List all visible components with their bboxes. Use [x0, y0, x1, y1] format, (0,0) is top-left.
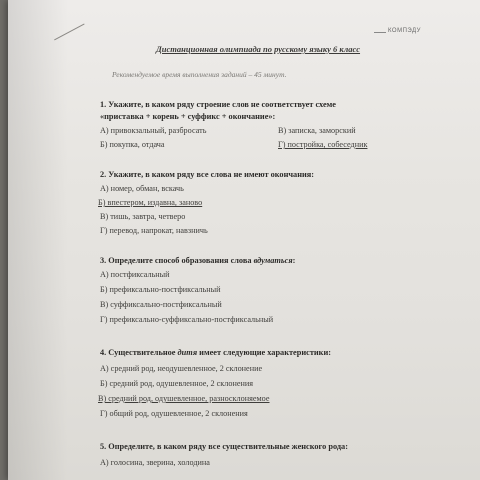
- q4-option-v: В) средний род, одушевленное, разносклоняемое: [98, 394, 270, 403]
- worksheet-page: [8, 0, 480, 480]
- q2-option-g: Г) перевод, напрокат, навзничь: [100, 226, 208, 235]
- pencil-mark: [49, 15, 84, 41]
- q4-option-b: Б) средний род, одушевленное, 2 склонения: [100, 379, 253, 388]
- question-1-text-cont: «приставка + корень + суффикс + окончание»:: [100, 112, 276, 121]
- question-2-text: 2. Укажите, в каком ряду все слова не имеют окончания:: [100, 170, 315, 179]
- q1-option-a: А) привокзальный, разбросать: [100, 126, 207, 135]
- q2-option-a: А) номер, обман, вскачь: [100, 184, 184, 193]
- q2-option-b: Б) впестером, издавна, заново: [98, 198, 203, 207]
- q3-option-v: В) суффиксально-постфиксальный: [100, 300, 222, 309]
- q1-option-b: Б) покупка, отдача: [100, 140, 165, 149]
- q4-option-a: А) средний род, неодушевленное, 2 склонение: [100, 364, 263, 373]
- page-title: Дистанционная олимпиада по русскому языку 6 класс: [156, 44, 361, 54]
- q1-option-g: Г) постройка, собеседник: [278, 140, 368, 149]
- q4-option-g: Г) общий род, одушевленное, 2 склонения: [100, 409, 248, 418]
- q3-target-word: вдуматься: [253, 256, 293, 265]
- q4-target-word: дитя: [177, 348, 198, 357]
- q3-option-g: Г) префиксально-суффиксально-постфиксальный: [100, 315, 274, 324]
- question-4-text: 4. Существительное дитя имеет следующие характеристики:: [100, 348, 331, 357]
- q3-option-b: Б) префиксально-постфиксальный: [100, 285, 221, 294]
- question-5-text: 5. Определите, в каком ряду все существительные женского рода:: [100, 442, 348, 451]
- q3-option-a: А) постфиксальный: [100, 270, 170, 279]
- q1-option-v: В) записка, заморский: [278, 126, 356, 135]
- q5-option-a: А) голосина, зверина, холодина: [100, 458, 210, 467]
- question-3-text: 3. Определите способ образования слова вдуматься:: [100, 256, 296, 265]
- q2-option-v: В) тишь, завтра, четверо: [100, 212, 186, 221]
- time-note: Рекомендуемое время выполнения заданий – 45 минут.: [112, 70, 287, 79]
- header-stamp: КОМПЭДУ: [388, 28, 421, 34]
- question-1-text: 1. Укажите, в каком ряду строение слов не соответствует схеме: [100, 100, 336, 109]
